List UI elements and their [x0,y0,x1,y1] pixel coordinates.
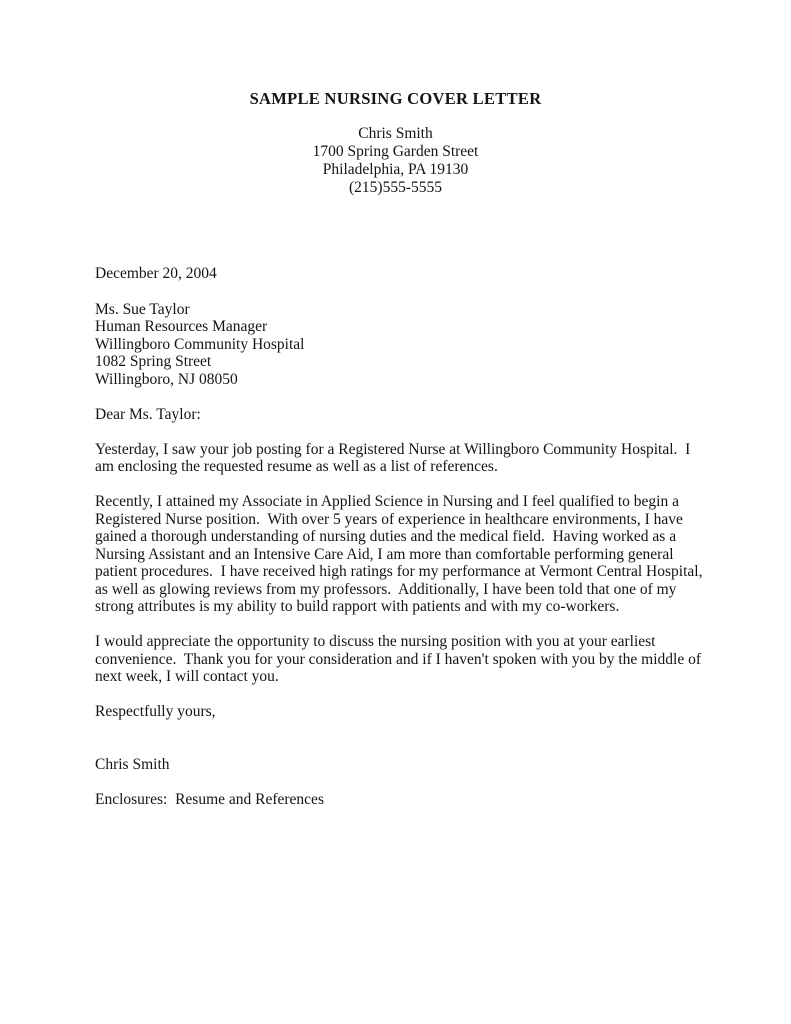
signature-name: Chris Smith [95,755,170,773]
recipient-street: 1082 Spring Street [95,353,212,370]
recipient-name: Ms. Sue Taylor [95,300,190,318]
paragraph-call-to-action: I would appreciate the opportunity to discuss the nursing position with you at your earliest convenience. Thank you for your consideration and if I haven't spoken with you by the middle of next week, I will contact you. [95,633,705,685]
letter-body [95,265,707,808]
enclosures-line: Enclosures: Resume and References [95,790,324,808]
sender-name: Chris Smith [358,125,433,142]
salutation: Dear Ms. Taylor: [95,405,201,423]
date-line: December 20, 2004 [95,265,217,282]
recipient-block [95,301,703,389]
paragraph-qualifications: Recently, I attained my Associate in Applied Science in Nursing and I feel qualified to begin a Registered Nurse position. With over 5 years of experience in healthcare environments, I have gained a thorough understanding of nursing duties and the medical field. Having worked as a Nursing Assistant and an Intensive Care Aid, I am more than comfortable performing general patient procedures. I have received high ratings for my performance at Vermont Central Hospital, as well as glowing reviews from my professors. Additionally, I have been told that one of my strong attributes is my ability to build rapport with patients and with my co-workers. [95,493,707,615]
sender-city-state-zip: Philadelphia, PA 19130 [322,161,469,178]
sender-block [0,125,791,197]
recipient-job-title: Human Resources Manager [95,318,268,335]
sender-street: 1700 Spring Garden Street [312,143,479,160]
recipient-city-state-zip: Willingboro, NJ 08050 [95,370,238,388]
sender-phone: (215)555-5555 [349,179,442,196]
closing-line: Respectfully yours, [95,703,216,720]
document-title: SAMPLE NURSING COVER LETTER [249,89,542,108]
recipient-organization: Willingboro Community Hospital [95,335,305,353]
paragraph-opening: Yesterday, I saw your job posting for a Registered Nurse at Willingboro Community Hospital. I am enclosing the requested resume as well as a list of references. [95,440,695,475]
